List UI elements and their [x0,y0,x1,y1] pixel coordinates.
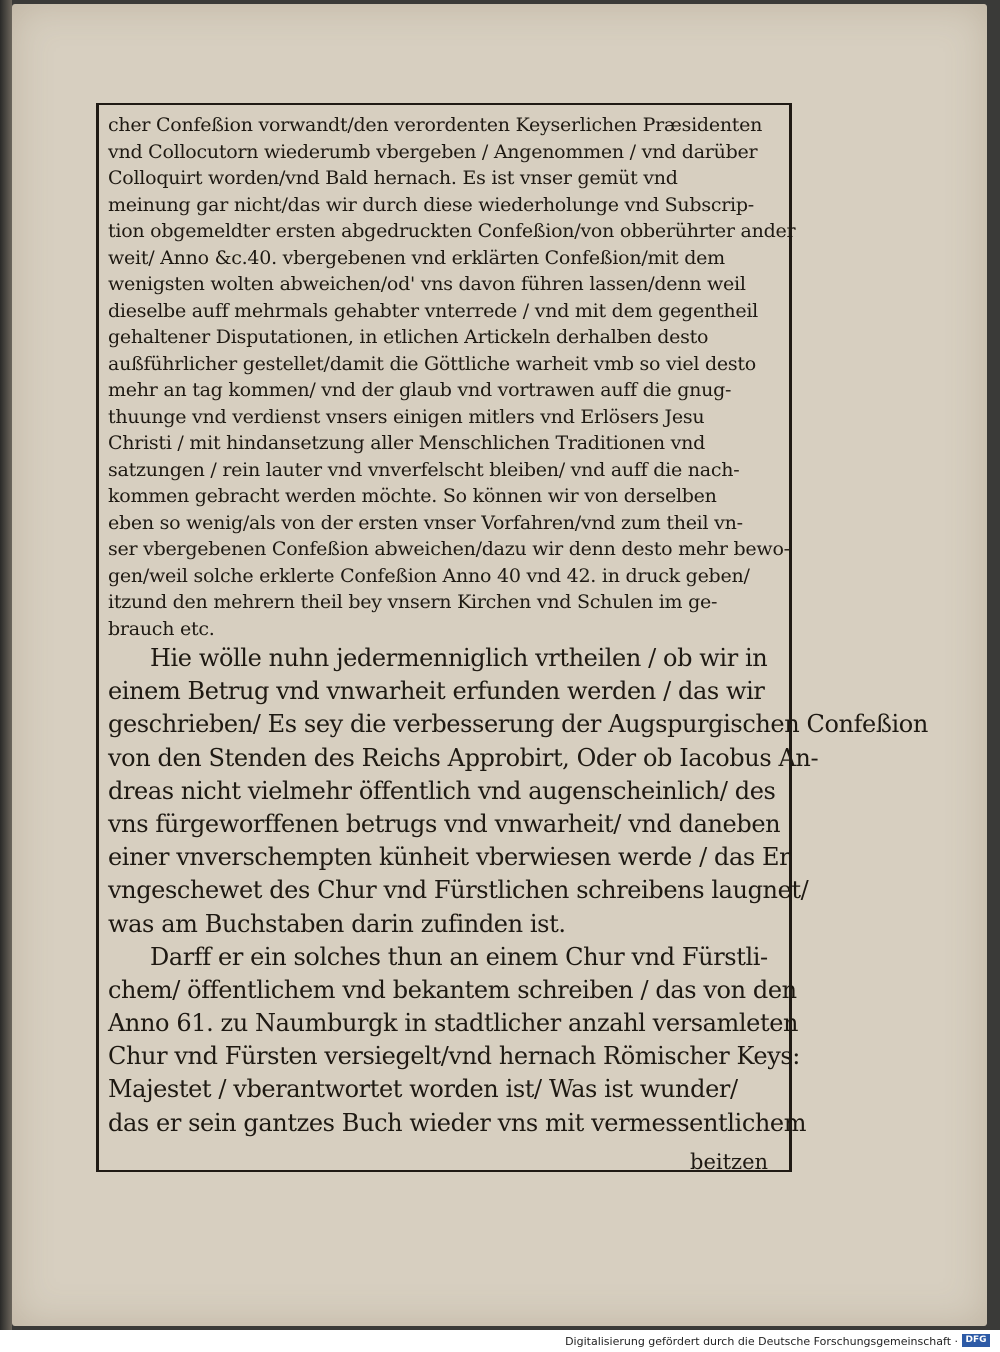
catchword: beitzen [690,1150,769,1174]
text-line: gehaltener Disputationen, in etlichen Artickeln derhalben desto [108,326,709,348]
text-line-large: das er sein gantzes Buch wieder vns mit vermessentlichem [108,1108,807,1137]
text-line: brauch etc. [108,617,215,640]
footer-credit: Digitalisierung gefördert durch die Deutsche Forschungsgemeinschaft · [565,1335,958,1348]
text-line: kommen gebracht werden möchte. So können wir von derselben [108,485,717,507]
text-line: cher Confeßion vorwandt/den verordenten Keyserlichen Præsidenten [108,114,763,136]
text-line: thuunge vnd verdienst vnsers einigen mitlers vnd Erlösers Jesu [108,405,705,428]
text-line-large: was am Buchstaben darin zufinden ist. [108,909,566,938]
book-edge [0,0,12,1330]
text-line-large: einer vnverschempten künheit vberwiesen werde / das Er [108,843,791,872]
text-line-large: Chur vnd Fürsten versiegelt/vnd hernach Römischer Keys: [108,1042,800,1071]
text-line: itzund den mehrern theil bey vnsern Kirchen vnd Schulen im ge- [108,591,718,613]
text-line-large: Hie wölle nuhn jedermenniglich vrtheilen / ob wir in [150,644,768,672]
text-line: Colloquirt worden/vnd Bald hernach. Es ist vnser gemüt vnd [108,167,678,189]
text-line: gen/weil solche erklerte Confeßion Anno 40 vnd 42. in druck geben/ [108,564,750,587]
text-line: mehr an tag kommen/ vnd der glaub vnd vortrawen auff die gnug- [108,379,732,401]
text-line-large: chem/ öffentlichem vnd bekantem schreiben / das von den [108,975,797,1004]
dfg-logo[interactable]: DFG [962,1334,990,1347]
text-line: dieselbe auff mehrmals gehabter vnterrede / vnd mit dem gegentheil [108,299,758,322]
text-line: weit/ Anno &c.40. vbergebenen vnd erklärten Confeßion/mit dem [108,246,725,269]
text-line-large: Darff er ein solches thun an einem Chur vnd Fürstli- [150,942,768,971]
text-line: eben so wenig/als von der ersten vnser Vorfahren/vnd zum theil vn- [108,511,743,534]
page-text-block [108,112,928,1140]
text-line: satzungen / rein lauter vnd vnverfelscht bleiben/ vnd auff die nach- [108,458,740,481]
text-line: außführlicher gestellet/damit die Göttliche warheit vmb so viel desto [108,352,756,375]
text-line: tion obgemeldter ersten abgedruckten Confeßion/von obberührter ander [108,220,796,242]
text-line: vnd Collocutorn wiederumb vbergeben / Angenommen / vnd darüber [108,140,758,163]
text-line: ser vbergebenen Confeßion abweichen/dazu wir denn desto mehr bewo- [108,538,790,560]
text-line: wenigsten wolten abweichen/od' vns davon führen lassen/denn weil [108,273,746,295]
footer-bar [0,1330,1000,1352]
text-line: Christi / mit hindansetzung aller Menschlichen Traditionen vnd [108,432,706,454]
text-line-large: von den Stenden des Reichs Approbirt, Oder ob Iacobus An- [108,743,819,772]
text-line-large: dreas nicht vielmehr öffentlich vnd augenscheinlich/ des [108,776,776,805]
text-line-large: einem Betrug vnd vnwarheit erfunden werden / das wir [108,677,765,706]
text-line-large: Anno 61. zu Naumburgk in stadtlicher anzahl versamleten [108,1009,799,1038]
text-line-large: geschrieben/ Es sey die verbesserung der Augspurgischen Confeßion [108,710,928,739]
text-line-large: vns fürgeworffenen betrugs vnd vnwarheit/ vnd daneben [108,809,781,838]
text-line-large: vngeschewet des Chur vnd Fürstlichen schreibens laugnet/ [108,876,809,905]
text-line: meinung gar nicht/das wir durch diese wiederholunge vnd Subscrip- [108,193,754,216]
text-line-large: Majestet / vberantwortet worden ist/ Was ist wunder/ [108,1075,738,1104]
